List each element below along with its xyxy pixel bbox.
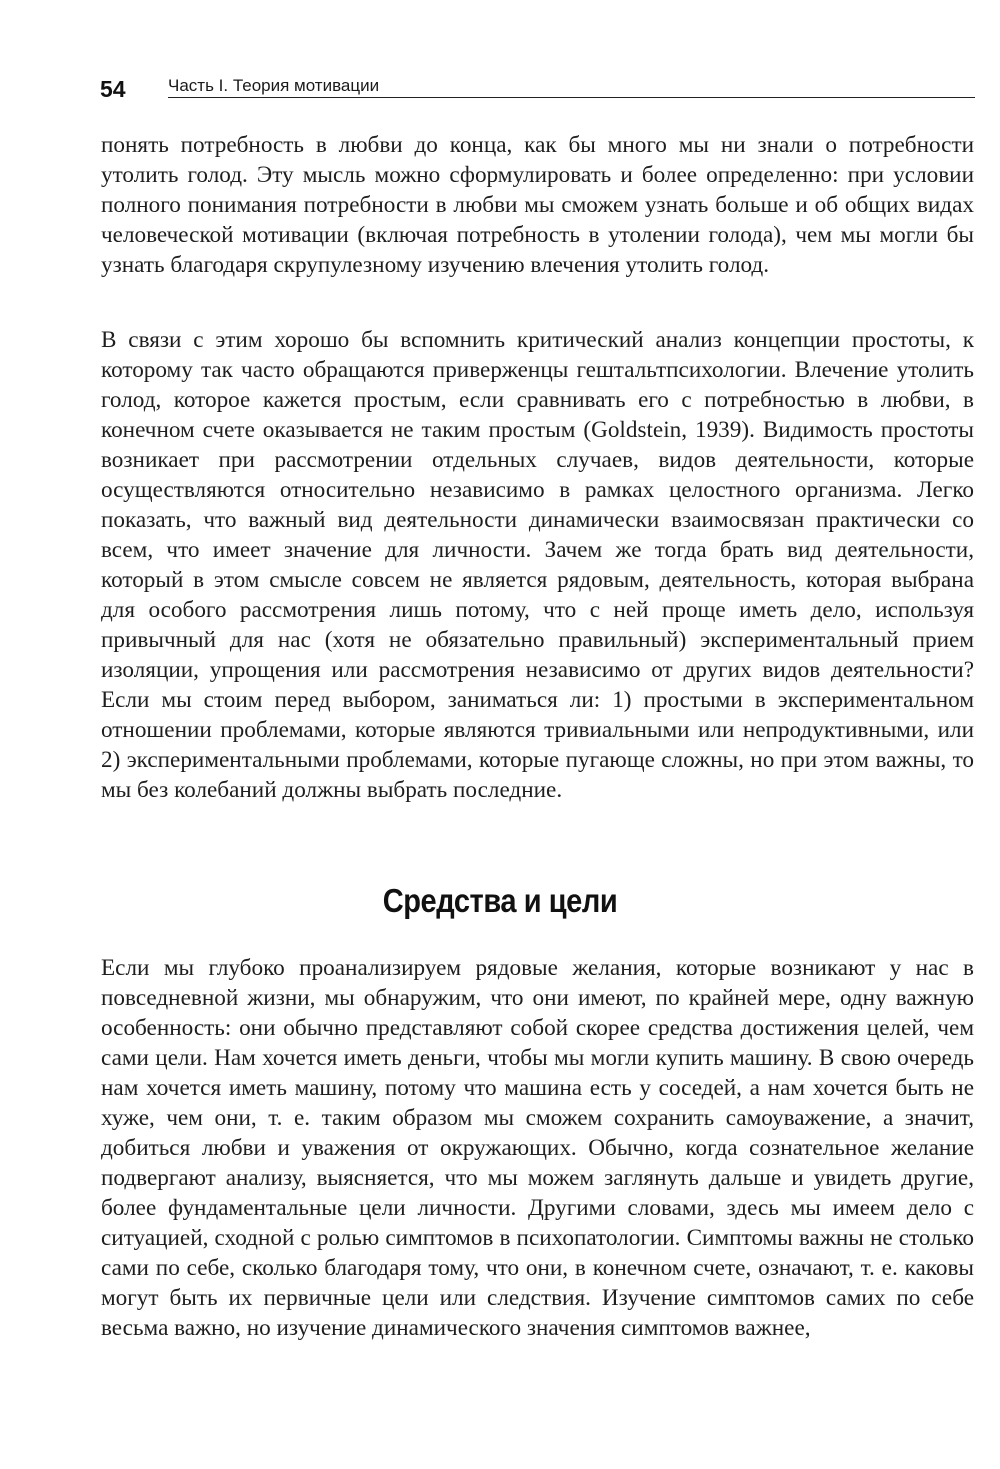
running-head: Часть I. Теория мотивации bbox=[168, 76, 380, 95]
page-header bbox=[100, 72, 975, 102]
page-number: 54 bbox=[100, 76, 126, 102]
body-paragraph-2: В связи с этим хорошо бы вспомнить критический анализ концепции простоты, к которому так часто обращаются приверженцы гештальтпсихологии. Влечение утолить голод, которое кажется простым, если сравнивать его с потребностью в любви, в конечном счете оказывается не таким простым (Goldstein, 1939). Видимость простоты возникает при рассмотрении отдельных случаев, видов деятельности, которые осуществляются относительно независимо в рамках целостного организма. Легко показать, что важный вид деятельности динамически взаимосвязан практически со всем, что имеет значение для личности. Зачем же тогда брать вид деятельности, который в этом смысле совсем не является рядовым, деятельность, которая выбрана для особого рассмотрения лишь потому, что с ней проще иметь дело, используя привычный для нас (хотя не обязательно правильный) экспериментальный прием изоляции, упрощения или рассмотрения независимо от других видов деятельности? Если мы стоим перед выбором, заниматься ли: 1) простыми в экспериментальном отношении проблемами, которые являются тривиальными или непродуктивными, или 2) экспериментальными проблемами, которые пугающе сложны, но при этом важны, то мы без колебаний должны выбрать последние. bbox=[101, 327, 974, 803]
section-heading: Средства и цели bbox=[382, 882, 618, 919]
header-rule bbox=[168, 97, 975, 98]
body-paragraph-1: понять потребность в любви до конца, как бы много мы ни знали о потребности утолить голод. Эту мысль можно сформулировать и более определенно: при условии полного понимания потребности в любви мы сможем узнать больше и об общих видах человеческой мотивации (включая потребность в утолении голода), чем мы могли бы узнать благодаря скрупулезному изучению влечения утолить голод. bbox=[101, 132, 974, 278]
body-paragraph-3: Если мы глубоко проанализируем рядовые желания, которые возникают у нас в повседневной жизни, мы обнаружим, что они имеют, по крайней мере, одну важную особенность: они обычно представляют собой скорее средства достижения целей, чем сами цели. Нам хочется иметь деньги, чтобы мы могли купить машину. В свою очередь нам хочется иметь машину, потому что машина есть у соседей, а нам хочется быть не хуже, чем они, т. е. таким образом мы сможем сохранить самоуважение, а значит, добиться любви и уважения от окружающих. Обычно, когда сознательное желание подвергают анализу, выясняется, что мы можем заглянуть дальше и увидеть другие, более фундаментальные цели личности. Другими словами, здесь мы имеем дело с ситуацией, сходной с ролью симптомов в психопатологии. Симптомы важны не столько сами по себе, сколько благодаря тому, что они, в конечном счете, означают, т. е. каковы могут быть их первичные цели или следствия. Изучение симптомов самих по себе весьма важно, но изучение динамического значения симптомов важнее, bbox=[101, 955, 974, 1341]
